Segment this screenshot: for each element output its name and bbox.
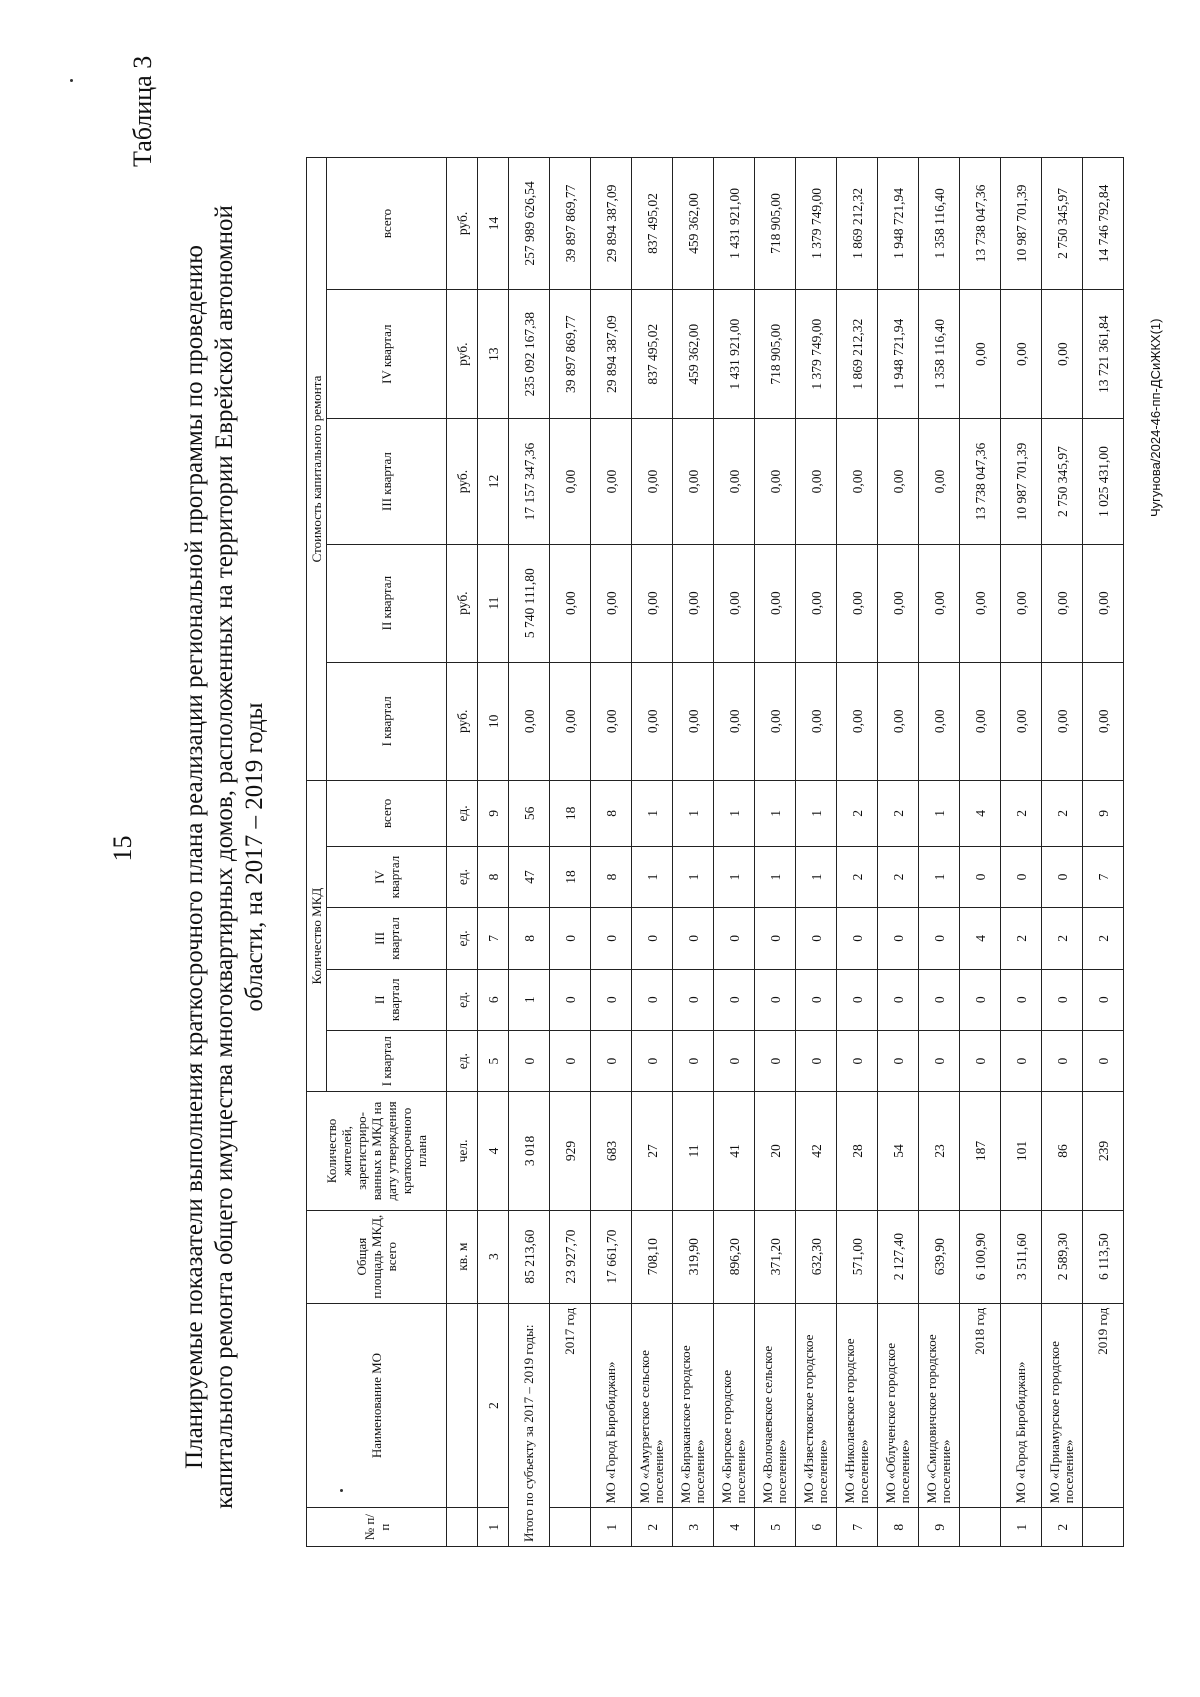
row-number-cell: 5 (755, 1508, 796, 1547)
unit-cell: руб. (447, 289, 478, 419)
unit-cell: ед. (447, 780, 478, 846)
table-cell: 0,00 (714, 419, 755, 544)
table-cell: 1 (632, 846, 673, 907)
table-cell: 0 (550, 1030, 591, 1091)
mo-name-cell: МО «Город Биробиджан» (1001, 1303, 1042, 1508)
table-cell: 896,20 (714, 1210, 755, 1303)
column-number-cell: 9 (478, 780, 509, 846)
table-cell: 0 (550, 969, 591, 1030)
table-cell: 6 100,90 (960, 1210, 1001, 1303)
table-cell: 0,00 (796, 419, 837, 544)
table-cell: 0,00 (591, 419, 632, 544)
column-number-cell: 11 (478, 544, 509, 662)
title-line: Планируемые показатели выполнения краткосрочного плана реализации региональной программы по проведению (181, 245, 208, 1469)
mo-name-cell: МО «Город Биробиджан» (591, 1303, 632, 1508)
unit-cell: кв. м (447, 1210, 478, 1303)
row-number-cell (960, 1508, 1001, 1547)
table-cell: 632,30 (796, 1210, 837, 1303)
table-cell: 1 (919, 780, 960, 846)
header-cost-group: Стоимость капитального ремонта (307, 158, 327, 781)
table-cell: 1 948 721,94 (878, 158, 919, 290)
table-cell: 718 905,00 (755, 289, 796, 419)
header-cost-q3: III квартал (327, 419, 447, 544)
table-cell: 41 (714, 1092, 755, 1210)
table-row (714, 158, 755, 1547)
unit-cell: ед. (447, 908, 478, 969)
unit-cell: ед. (447, 846, 478, 907)
column-number-row (478, 158, 509, 1547)
table-cell: 0,00 (796, 544, 837, 662)
table-cell: 2 750 345,97 (1042, 158, 1083, 290)
header-mkd-group: Количество МКД (307, 780, 327, 1091)
title-line: капитального ремонта общего имущества многоквартирных домов, расположенных на территории Еврейской автономной (211, 205, 238, 1509)
table-row (837, 158, 878, 1547)
table-cell: 2 (837, 846, 878, 907)
column-number-cell: 13 (478, 289, 509, 419)
table-row (1083, 158, 1124, 1547)
header-mkd-q4: IV квартал (327, 846, 447, 907)
table-cell: 1 379 749,00 (796, 158, 837, 290)
table-cell: 42 (796, 1092, 837, 1210)
table-row (1001, 158, 1042, 1547)
table-cell: 0,00 (632, 662, 673, 780)
table-cell: 6 113,50 (1083, 1210, 1124, 1303)
table-cell: 0,00 (878, 544, 919, 662)
table-cell: 11 (673, 1092, 714, 1210)
table-cell: 0 (837, 969, 878, 1030)
table-cell: 3 511,60 (1001, 1210, 1042, 1303)
table-cell: 0 (755, 969, 796, 1030)
column-number-cell: 3 (478, 1210, 509, 1303)
table-cell: 0,00 (837, 544, 878, 662)
column-number-cell: 4 (478, 1092, 509, 1210)
indicators-table (306, 157, 1124, 1547)
table-cell: 0,00 (1001, 662, 1042, 780)
year-label-cell: 2019 год (1083, 1303, 1124, 1508)
table-cell: 0,00 (960, 544, 1001, 662)
table-cell: 639,90 (919, 1210, 960, 1303)
table-cell: 235 092 167,38 (509, 289, 550, 419)
mo-name-cell: МО «Бирское городское поселение» (714, 1303, 755, 1508)
table-row (755, 158, 796, 1547)
mo-name-cell: МО «Приамурское городское поселение» (1042, 1303, 1083, 1508)
table-cell: 0 (591, 1030, 632, 1091)
row-number-cell (550, 1508, 591, 1547)
table-cell: 85 213,60 (509, 1210, 550, 1303)
table-cell: 47 (509, 846, 550, 907)
table-row (673, 158, 714, 1547)
table-row (796, 158, 837, 1547)
table-cell: 17 157 347,36 (509, 419, 550, 544)
table-cell: 0,00 (1083, 662, 1124, 780)
document-title (180, 177, 270, 1537)
table-cell: 1 948 721,94 (878, 289, 919, 419)
table-cell: 0 (1001, 846, 1042, 907)
header-name: Наименование МО (307, 1303, 447, 1508)
table-cell: 10 987 701,39 (1001, 419, 1042, 544)
table-cell: 0,00 (673, 544, 714, 662)
table-cell: 1 431 921,00 (714, 289, 755, 419)
row-number-cell: 1 (591, 1508, 632, 1547)
table-cell: 0,00 (837, 419, 878, 544)
table-cell: 837 495,02 (632, 158, 673, 290)
table-cell: 4 (960, 908, 1001, 969)
table-cell: 23 927,70 (550, 1210, 591, 1303)
table-cell: 0 (632, 969, 673, 1030)
mo-name-cell: МО «Волочаевское сельское поселение» (755, 1303, 796, 1508)
table-cell: 0,00 (1042, 544, 1083, 662)
table-cell: 14 746 792,84 (1083, 158, 1124, 290)
scan-artifact (70, 79, 73, 82)
row-number-cell: 9 (919, 1508, 960, 1547)
unit-cell: руб. (447, 158, 478, 290)
table-cell: 0,00 (755, 662, 796, 780)
header-mkd-q1: I квартал (327, 1030, 447, 1091)
table-cell: 1 869 212,32 (837, 158, 878, 290)
table-cell: 1 (755, 780, 796, 846)
header-row-1 (307, 158, 327, 1547)
table-cell: 571,00 (837, 1210, 878, 1303)
table-cell: 2 (837, 780, 878, 846)
table-cell: 0,00 (714, 544, 755, 662)
table-cell: 683 (591, 1092, 632, 1210)
table-cell: 0,00 (1001, 289, 1042, 419)
table-cell: 0 (919, 1030, 960, 1091)
table-cell: 0 (591, 908, 632, 969)
column-number-cell: 6 (478, 969, 509, 1030)
table-cell: 1 (632, 780, 673, 846)
table-cell: 1 (509, 969, 550, 1030)
table-cell: 7 (1083, 846, 1124, 907)
row-number-cell: 2 (1042, 1508, 1083, 1547)
table-cell: 0,00 (1042, 289, 1083, 419)
table-cell: 0,00 (755, 544, 796, 662)
table-cell: 2 (1001, 908, 1042, 969)
table-cell: 1 (919, 846, 960, 907)
table-cell: 18 (550, 780, 591, 846)
table-cell: 0,00 (673, 662, 714, 780)
table-cell: 0 (796, 969, 837, 1030)
header-num: № п/п (307, 1508, 447, 1547)
table-cell: 2 (1001, 780, 1042, 846)
table-cell: 0 (1001, 1030, 1042, 1091)
table-cell: 0,00 (919, 662, 960, 780)
table-cell: 13 721 361,84 (1083, 289, 1124, 419)
unit-cell: руб. (447, 662, 478, 780)
table-cell: 5 740 111,80 (509, 544, 550, 662)
table-cell: 0,00 (837, 662, 878, 780)
table-cell: 29 894 387,09 (591, 289, 632, 419)
row-number-cell: 4 (714, 1508, 755, 1547)
mo-name-cell: МО «Николаевское городское поселение» (837, 1303, 878, 1508)
table-cell: 239 (1083, 1092, 1124, 1210)
table-cell: 0 (755, 908, 796, 969)
unit-cell: руб. (447, 419, 478, 544)
table-cell: 0,00 (919, 544, 960, 662)
table-cell: 0 (632, 908, 673, 969)
table-label: Таблица 3 (128, 55, 157, 167)
table-cell: 0 (714, 969, 755, 1030)
unit-cell (447, 1508, 478, 1547)
header-cost-total: всего (327, 158, 447, 290)
table-cell: 2 589,30 (1042, 1210, 1083, 1303)
total-label-cell: Итого по субъекту за 2017 – 2019 годы: (509, 1303, 550, 1546)
table-cell: 2 (878, 780, 919, 846)
column-number-cell: 8 (478, 846, 509, 907)
table-cell: 0 (1042, 846, 1083, 907)
table-cell: 2 750 345,97 (1042, 419, 1083, 544)
table-cell: 13 738 047,36 (960, 419, 1001, 544)
row-number-cell: 7 (837, 1508, 878, 1547)
table-cell: 0,00 (796, 662, 837, 780)
table-cell: 0,00 (673, 419, 714, 544)
table-cell: 0 (1083, 1030, 1124, 1091)
year-label-cell: 2017 год (550, 1303, 591, 1508)
column-number-cell: 14 (478, 158, 509, 290)
table-row (1042, 158, 1083, 1547)
table-cell: 0,00 (550, 419, 591, 544)
table-cell: 0 (837, 1030, 878, 1091)
table-cell: 0 (550, 908, 591, 969)
table-cell: 0 (673, 969, 714, 1030)
table-cell: 459 362,00 (673, 289, 714, 419)
table-cell: 18 (550, 846, 591, 907)
table-cell: 2 (1042, 908, 1083, 969)
table-cell: 0 (919, 908, 960, 969)
table-cell: 0 (714, 1030, 755, 1091)
title-line: области, на 2017 – 2019 годы (241, 702, 268, 1012)
table-cell: 0 (878, 908, 919, 969)
table-cell: 0,00 (960, 289, 1001, 419)
table-cell: 0 (1042, 969, 1083, 1030)
table-row (878, 158, 919, 1547)
table-cell: 56 (509, 780, 550, 846)
table-cell: 0,00 (1001, 544, 1042, 662)
header-residents: Количество жителей, зарегистриро-ванных в МКД на дату утверждения краткосрочного плана (307, 1092, 447, 1210)
table-cell: 28 (837, 1092, 878, 1210)
row-number-cell (1083, 1508, 1124, 1547)
table-cell: 0 (837, 908, 878, 969)
table-cell: 1 (714, 780, 755, 846)
table-cell: 718 905,00 (755, 158, 796, 290)
table-cell: 1 379 749,00 (796, 289, 837, 419)
table-cell: 708,10 (632, 1210, 673, 1303)
table-cell: 1 (673, 846, 714, 907)
header-mkd-total: всего (327, 780, 447, 846)
table-cell: 8 (591, 846, 632, 907)
table-cell: 10 987 701,39 (1001, 158, 1042, 290)
table-cell: 8 (591, 780, 632, 846)
table-cell: 0,00 (632, 419, 673, 544)
table-cell: 0 (960, 969, 1001, 1030)
table-cell: 0 (1001, 969, 1042, 1030)
row-number-cell: 2 (632, 1508, 673, 1547)
table-cell: 0 (632, 1030, 673, 1091)
column-number-cell: 2 (478, 1303, 509, 1508)
row-number-cell: 3 (673, 1508, 714, 1547)
table-cell: 2 (878, 846, 919, 907)
table-cell: 9 (1083, 780, 1124, 846)
table-cell: 39 897 869,77 (550, 289, 591, 419)
table-cell: 2 (1042, 780, 1083, 846)
header-cost-q2: II квартал (327, 544, 447, 662)
header-mkd-q3: III квартал (327, 908, 447, 969)
table-cell: 86 (1042, 1092, 1083, 1210)
table-cell: 0,00 (878, 419, 919, 544)
table-cell: 1 (714, 846, 755, 907)
table-cell: 0,00 (509, 662, 550, 780)
table-cell: 1 025 431,00 (1083, 419, 1124, 544)
header-mkd-q2: II квартал (327, 969, 447, 1030)
column-number-cell: 5 (478, 1030, 509, 1091)
table-cell: 257 989 626,54 (509, 158, 550, 290)
table-cell: 23 (919, 1092, 960, 1210)
table-cell: 0,00 (591, 662, 632, 780)
table-cell: 0,00 (919, 419, 960, 544)
table-cell: 1 358 116,40 (919, 289, 960, 419)
table-row (509, 158, 550, 1547)
table-body (447, 158, 1124, 1547)
mo-name-cell: МО «Смидовичское городское поселение» (919, 1303, 960, 1508)
table-cell: 20 (755, 1092, 796, 1210)
mo-name-cell: МО «Амурзетское сельское поселение» (632, 1303, 673, 1508)
table-cell: 0 (509, 1030, 550, 1091)
table-cell: 101 (1001, 1092, 1042, 1210)
table-cell: 0,00 (591, 544, 632, 662)
column-number-cell: 7 (478, 908, 509, 969)
header-cost-q1: I квартал (327, 662, 447, 780)
unit-cell: руб. (447, 544, 478, 662)
table-cell: 1 869 212,32 (837, 289, 878, 419)
table-cell: 2 (1083, 908, 1124, 969)
year-label-cell: 2018 год (960, 1303, 1001, 1508)
table-cell: 0 (591, 969, 632, 1030)
table-cell: 371,20 (755, 1210, 796, 1303)
page-number: 15 (108, 835, 137, 862)
table-cell: 319,90 (673, 1210, 714, 1303)
table-row (550, 158, 591, 1547)
table-cell: 0,00 (632, 544, 673, 662)
header-cost-q4: IV квартал (327, 289, 447, 419)
table-cell: 13 738 047,36 (960, 158, 1001, 290)
table-cell: 3 018 (509, 1092, 550, 1210)
unit-cell: ед. (447, 1030, 478, 1091)
table-cell: 0 (796, 908, 837, 969)
mo-name-cell: МО «Облученское городское поселение» (878, 1303, 919, 1508)
table-cell: 29 894 387,09 (591, 158, 632, 290)
row-number-cell: 6 (796, 1508, 837, 1547)
table-cell: 1 (755, 846, 796, 907)
table-cell: 929 (550, 1092, 591, 1210)
table-cell: 1 358 116,40 (919, 158, 960, 290)
row-number-cell: 8 (878, 1508, 919, 1547)
table-cell: 837 495,02 (632, 289, 673, 419)
table-cell: 0,00 (878, 662, 919, 780)
unit-cell (447, 1303, 478, 1508)
table-cell: 0,00 (550, 662, 591, 780)
document-footer: Чугунова/2024-46-пп-ДСиЖКХ(1) (1148, 318, 1163, 517)
table-cell: 0 (919, 969, 960, 1030)
header-area: Общая площадь МКД, всего (307, 1210, 447, 1303)
table-cell: 0 (673, 1030, 714, 1091)
table-cell: 0 (960, 1030, 1001, 1091)
units-row (447, 158, 478, 1547)
table-cell: 1 (673, 780, 714, 846)
unit-cell: ед. (447, 969, 478, 1030)
table-cell: 8 (509, 908, 550, 969)
table-row (919, 158, 960, 1547)
unit-cell: чел. (447, 1092, 478, 1210)
column-number-cell: 1 (478, 1508, 509, 1547)
table-cell: 17 661,70 (591, 1210, 632, 1303)
table-cell: 0,00 (960, 662, 1001, 780)
table-cell: 0 (878, 1030, 919, 1091)
table-cell: 0 (714, 908, 755, 969)
mo-name-cell: МО «Известковское городское поселение» (796, 1303, 837, 1508)
table-cell: 39 897 869,77 (550, 158, 591, 290)
table-row (632, 158, 673, 1547)
table-row (960, 158, 1001, 1547)
table-cell: 1 (796, 846, 837, 907)
table-cell: 1 (796, 780, 837, 846)
column-number-cell: 10 (478, 662, 509, 780)
table-row (591, 158, 632, 1547)
table-cell: 0 (796, 1030, 837, 1091)
table-cell: 54 (878, 1092, 919, 1210)
row-number-cell: 1 (1001, 1508, 1042, 1547)
table-cell: 0 (755, 1030, 796, 1091)
table-cell: 187 (960, 1092, 1001, 1210)
table-cell: 459 362,00 (673, 158, 714, 290)
table-cell: 0 (878, 969, 919, 1030)
table-cell: 0,00 (1083, 544, 1124, 662)
table-cell: 1 431 921,00 (714, 158, 755, 290)
table-cell: 0,00 (755, 419, 796, 544)
table-cell: 0 (960, 846, 1001, 907)
column-number-cell: 12 (478, 419, 509, 544)
table-cell: 0 (1083, 969, 1124, 1030)
table-cell: 0,00 (714, 662, 755, 780)
table-cell: 0 (1042, 1030, 1083, 1091)
mo-name-cell: МО «Бираканское городское поселение» (673, 1303, 714, 1508)
table-cell: 27 (632, 1092, 673, 1210)
table-cell: 2 127,40 (878, 1210, 919, 1303)
table-cell: 4 (960, 780, 1001, 846)
table-cell: 0,00 (1042, 662, 1083, 780)
table-cell: 0,00 (550, 544, 591, 662)
table-cell: 0 (673, 908, 714, 969)
